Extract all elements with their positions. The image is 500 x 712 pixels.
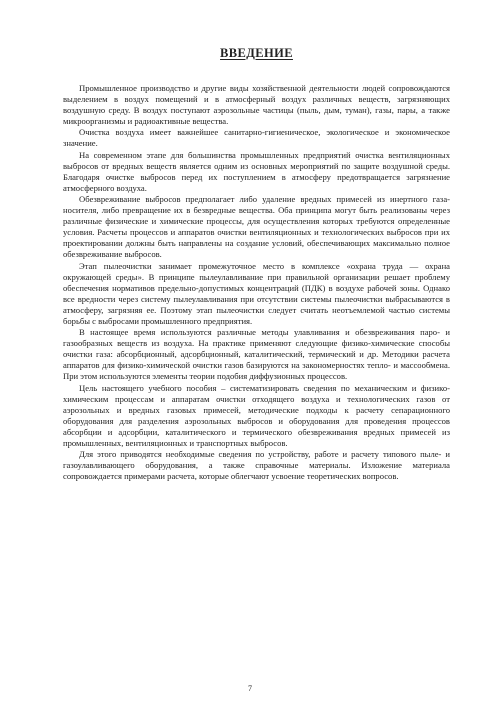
page-title: ВВЕДЕНИЕ bbox=[220, 46, 293, 60]
paragraph: Очистка воздуха имеет важнейшее санитарно-гигиеническое, экологическое и экономическое значение. bbox=[63, 127, 450, 149]
page-number: 7 bbox=[248, 684, 252, 693]
paragraph: Обезвреживание выбросов предполагает либо удаление вредных примесей из инертного газа-носителя, либо превращение их в безвредные вещества. Оба принципа могут быть реализованы через различные физические и химические процессы, для осуществления которых требуются определенные условия. Расчеты процессов и аппаратов очистки вентиляционных и технологических выбросов при их проектировании должны быть направлены на создание условий, обеспечивающих максимально полное обезвреживание выбросов. bbox=[63, 193, 450, 260]
paragraph: На современном этапе для большинства промышленных предприятий очистка вентиляционных выбросов от вредных веществ является одним из основных мероприятий по защите воздушной среды. Благодаря очистке выбросов перед их поступлением в атмосферу предотвращается загрязнение атмосферного воздуха. bbox=[63, 149, 450, 193]
paragraph: В настоящее время используются различные методы улавливания и обезвреживания паро- и газообразных веществ из воздуха. На практике применяют следующие физико-химические способы очистки газа: абсорбционный, адсорбционный, каталитический, термический и др. Методики расчета аппаратов для физико-химической очистки газов базируются на закономерностях тепло- и массообмена. При этом используются элементы теории подобия диффузионных процессов. bbox=[63, 327, 450, 382]
paragraph: Для этого приводятся необходимые сведения по устройству, работе и расчету типового пыле- и газоулавливающего оборудования, а также справочные материалы. Изложение материала сопровождается примерами расчета, которые облегчают усвоение теоретических вопросов. bbox=[63, 449, 450, 482]
paragraph: Этап пылеочистки занимает промежуточное место в комплексе «охрана труда — охрана окружающей среды». В принципе пылеулавливание при правильной организации решает проблему обеспечения нормативов предельно-допустимых концентраций (ПДК) в воздухе рабочей зоны. Однако все вредности через систему пылеулавливания при отсутствии системы пылеочистки выбрасываются в атмосферу, загрязняя ее. Поэтому этап пылеочистки следует считать неотъемлемой частью системы борьбы с выбросами промышленного предприятия. bbox=[63, 260, 450, 326]
paragraph: Промышленное производство и другие виды хозяйственной деятельности людей сопровождаются выделением в воздух помещений и в атмосферный воздух различных веществ, загрязняющих воздушную среду. В воздух поступают аэрозольные частицы (пыль, дым, туман), газы, пары, а также микроорганизмы и радиоактивные вещества. bbox=[63, 83, 450, 127]
body-text bbox=[63, 83, 450, 482]
paragraph: Цель настоящего учебного пособия – систематизировать сведения по механическим и физико-химическим процессам и аппаратам очистки отходящего воздуха и технологических газов от аэрозольных и вредных газовых примесей, методические подходы к расчету сепарационного оборудования для разделения аэрозольных выбросов и оборудования для проведения процессов абсорбции и адсорбции, каталитического и термического обезвреживания вредных примесей из промышленных, вентиляционных и транспортных выбросов. bbox=[63, 382, 450, 448]
